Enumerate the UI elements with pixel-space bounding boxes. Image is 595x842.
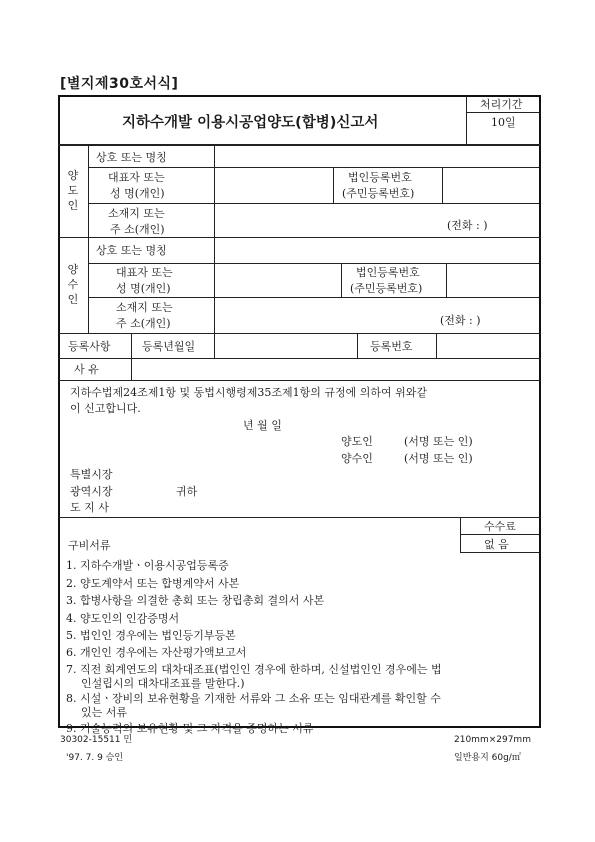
processing-divider — [466, 95, 467, 145]
transferee-row1 — [88, 263, 539, 264]
declaration-date: 년 월 일 — [243, 419, 282, 432]
transferor-rep-label-2: 성 명(개인) — [110, 187, 165, 200]
transferee-sign-hint: (서명 또는 인) — [404, 452, 473, 465]
document-item: 7. 직전 회계연도의 대차대조표(법인인 경우에 한하며, 신설법인인 경우에는 법 — [66, 663, 442, 676]
addressee-line-1: 특별시장 — [70, 468, 113, 481]
document-item: 1. 지하수개발ㆍ이용시공업등록증 — [66, 559, 229, 572]
transferee-addr-label-1: 소재지 또는 — [116, 301, 173, 314]
document-item: 4. 양도인의 인감증명서 — [66, 612, 180, 625]
registration-item-label: 등록사항 — [68, 340, 111, 353]
form-title: 지하수개발 이용시공업양도(합병)신고서 — [122, 115, 379, 131]
registration-div2 — [214, 333, 215, 358]
registration-date-label: 등록년월일 — [142, 340, 196, 353]
transferor-name-label: 상호 또는 명칭 — [96, 151, 167, 164]
declaration-line-2: 이 신고합니다. — [70, 402, 141, 415]
document-item: 6. 개인인 경우에는 자산평가액보고서 — [66, 646, 247, 659]
declaration-bottom — [58, 517, 541, 518]
transferor-regno-label-2: (주민등록번호) — [342, 187, 415, 200]
transferee-row2 — [88, 297, 539, 298]
registration-number-label: 등록번호 — [370, 340, 413, 353]
transferee-regno-right — [446, 263, 447, 297]
document-item-clipped — [62, 718, 538, 735]
transferee-side-label: 양 수 인 — [67, 263, 79, 306]
frame-left — [58, 95, 60, 728]
transferee-rep-label-1: 대표자 또는 — [116, 266, 173, 279]
transferee-addr-label-2: 주 소(개인) — [116, 317, 171, 330]
frame-right — [539, 95, 541, 728]
fee-bottom-line — [460, 552, 539, 553]
addressee-line-3: 도 지 사 — [70, 501, 109, 514]
transferor-addr-label-1: 소재지 또는 — [108, 207, 165, 220]
transferor-addr-label-2: 주 소(개인) — [110, 223, 165, 236]
footer-form-no: 30302-15511 민 — [60, 735, 133, 745]
fee-value: 없 음 — [484, 538, 509, 551]
transferee-regno-label-2: (주민등록번호) — [350, 282, 423, 295]
fee-label: 수수료 — [484, 520, 516, 533]
footer-paper: 일반용지 60g/㎡ — [454, 753, 521, 763]
transferor-col1 — [88, 145, 89, 237]
transferee-rep-label-2: 성 명(개인) — [116, 282, 171, 295]
transferor-side-label: 양 도 인 — [67, 169, 79, 212]
document-item: 8. 시설ㆍ장비의 보유현황을 기재한 서류와 그 소유 또는 임대관계를 확인할 수 — [66, 692, 441, 705]
document-item: 2. 양도계약서 또는 합병계약서 사본 — [66, 577, 240, 590]
transferee-regno-left — [341, 263, 342, 297]
title-bottom-line — [58, 144, 541, 146]
transferee-phone: (전화 : ) — [440, 314, 481, 327]
transferor-sign-label: 양도인 — [341, 435, 373, 448]
registration-div4 — [436, 333, 437, 358]
registration-div1 — [131, 333, 132, 358]
transferor-regno-left — [333, 167, 334, 203]
document-item: 9. 기술능력의 보유현황 및 그 자격을 증명하는 서류 — [66, 722, 314, 735]
reason-label: 사 유 — [74, 363, 99, 376]
transferee-sign-label: 양수인 — [341, 452, 373, 465]
frame-top — [58, 95, 541, 97]
transferor-rep-label-1: 대표자 또는 — [108, 171, 165, 184]
document-item: 5. 법인인 경우에는 법인등기부등본 — [66, 629, 236, 642]
transferee-regno-label-1: 법인등록번호 — [356, 266, 420, 279]
transferee-col2 — [214, 237, 215, 333]
transferor-bottom — [58, 237, 541, 238]
footer-approval: '97. 7. 9 승인 — [66, 753, 124, 763]
declaration-line-1: 지하수법제24조제1항 및 동법시행령제35조제1항의 규정에 의하여 위와같 — [70, 386, 427, 399]
fee-mid-line — [460, 534, 539, 535]
reason-divider — [131, 358, 132, 380]
transferor-regno-label-1: 법인등록번호 — [348, 171, 412, 184]
processing-label: 처리기간 — [480, 98, 523, 111]
transferor-row2 — [88, 203, 539, 204]
transferor-sign-hint: (서명 또는 인) — [404, 435, 473, 448]
transferor-phone: (전화 : ) — [447, 219, 488, 232]
transferee-name-label: 상호 또는 명칭 — [96, 244, 167, 257]
footer-size: 210mm×297mm — [454, 735, 531, 745]
addressee-line-2: 광역시장 — [70, 485, 113, 498]
addressee-suffix: 귀하 — [176, 485, 198, 498]
reason-bottom — [58, 380, 541, 381]
transferor-row1 — [88, 167, 539, 168]
registration-div3 — [357, 333, 358, 358]
processing-mid-line — [466, 112, 539, 113]
transferor-regno-right — [442, 167, 443, 203]
processing-value: 10일 — [491, 116, 516, 129]
documents-heading: 구비서류 — [68, 539, 111, 552]
form-label: [별지제30호서식] — [60, 76, 179, 92]
transferee-col1 — [88, 237, 89, 333]
document-item: 있는 서류 — [81, 706, 128, 719]
document-item: 3. 합병사항을 의결한 총회 또는 창립총회 결의서 사본 — [66, 594, 325, 607]
document-item: 인설립시의 대차대조표를 말한다.) — [81, 677, 245, 690]
transferor-col2 — [214, 145, 215, 237]
